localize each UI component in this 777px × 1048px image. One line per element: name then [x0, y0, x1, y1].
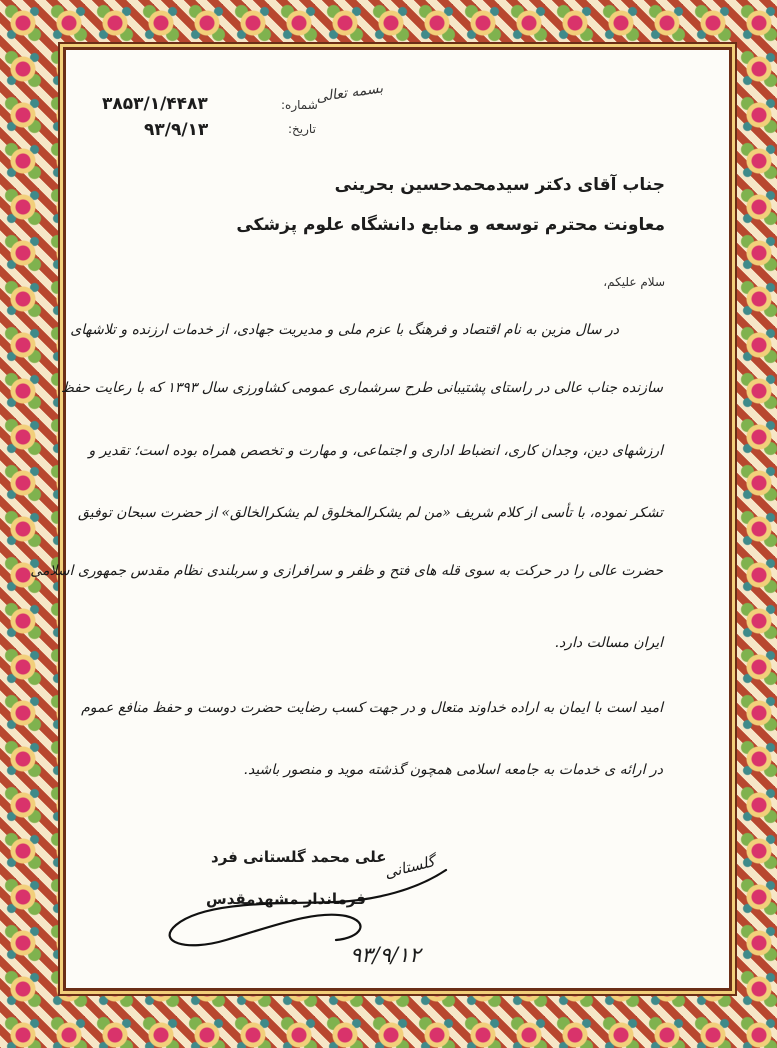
letter-body: [30, 50, 729, 988]
number-label: شماره:: [281, 98, 318, 112]
body-line-7: امید است با ایمان به اراده خداوند متعال و در جهت کسب رضایت حضرت دوست و حفظ منافع عموم: [81, 700, 663, 716]
handwritten-date: ۹۳/۹/۱۲: [350, 943, 421, 967]
basmala: بسمه تعالی: [315, 80, 385, 106]
date-label: تاریخ:: [288, 122, 316, 136]
letter-date: ۹۳/۹/۱۳: [144, 120, 209, 140]
body-line-8: در ارائه ی خدمات به جامعه اسلامی همچون گذشته موید و منصور باشید.: [243, 762, 663, 778]
body-line-6: ایران مسالت دارد.: [554, 635, 663, 651]
signatory-title: فرماندار مشهدمقدس: [206, 890, 366, 908]
signatory-name: علی محمد گلستانی فرد: [211, 848, 387, 866]
greeting: سلام علیکم،: [603, 275, 665, 289]
letter-number: ۳۸۵۳/۱/۴۴۸۳: [102, 94, 208, 114]
body-line-4: تشکر نموده، با تأسی از کلام شریف «من لم یشکرالمخلوق لم یشکرالخالق» از حضرت سبحان توفیق: [78, 505, 663, 521]
body-line-2: سازنده جناب عالی در راستای پشتیبانی طرح سرشماری عمومی کشاورزی سال ۱۳۹۳ که با رعایت حفظ: [61, 380, 663, 396]
body-line-3: ارزشهای دین، وجدان کاری، انضباط اداری و اجتماعی، و مهارت و تخصص همراه بوده است؛ تقدیر و: [88, 443, 663, 459]
signature-mark: گلستانی: [382, 852, 437, 882]
recipient-name: جناب آقای دکتر سیدمحمدحسین بحرینی: [334, 175, 665, 195]
recipient-title: معاونت محترم توسعه و منابع دانشگاه علوم پزشکی: [236, 215, 665, 235]
body-line-5: حضرت عالی را در حرکت به سوی قله های فتح و ظفر و سرافرازی و سربلندی نظام مقدس جمهوری اسلامی: [30, 563, 663, 579]
body-line-1: در سال مزین به نام اقتصاد و فرهنگ با عزم ملی و مدیریت جهادی، از خدمات ارزنده و تلاشهای: [70, 322, 619, 338]
